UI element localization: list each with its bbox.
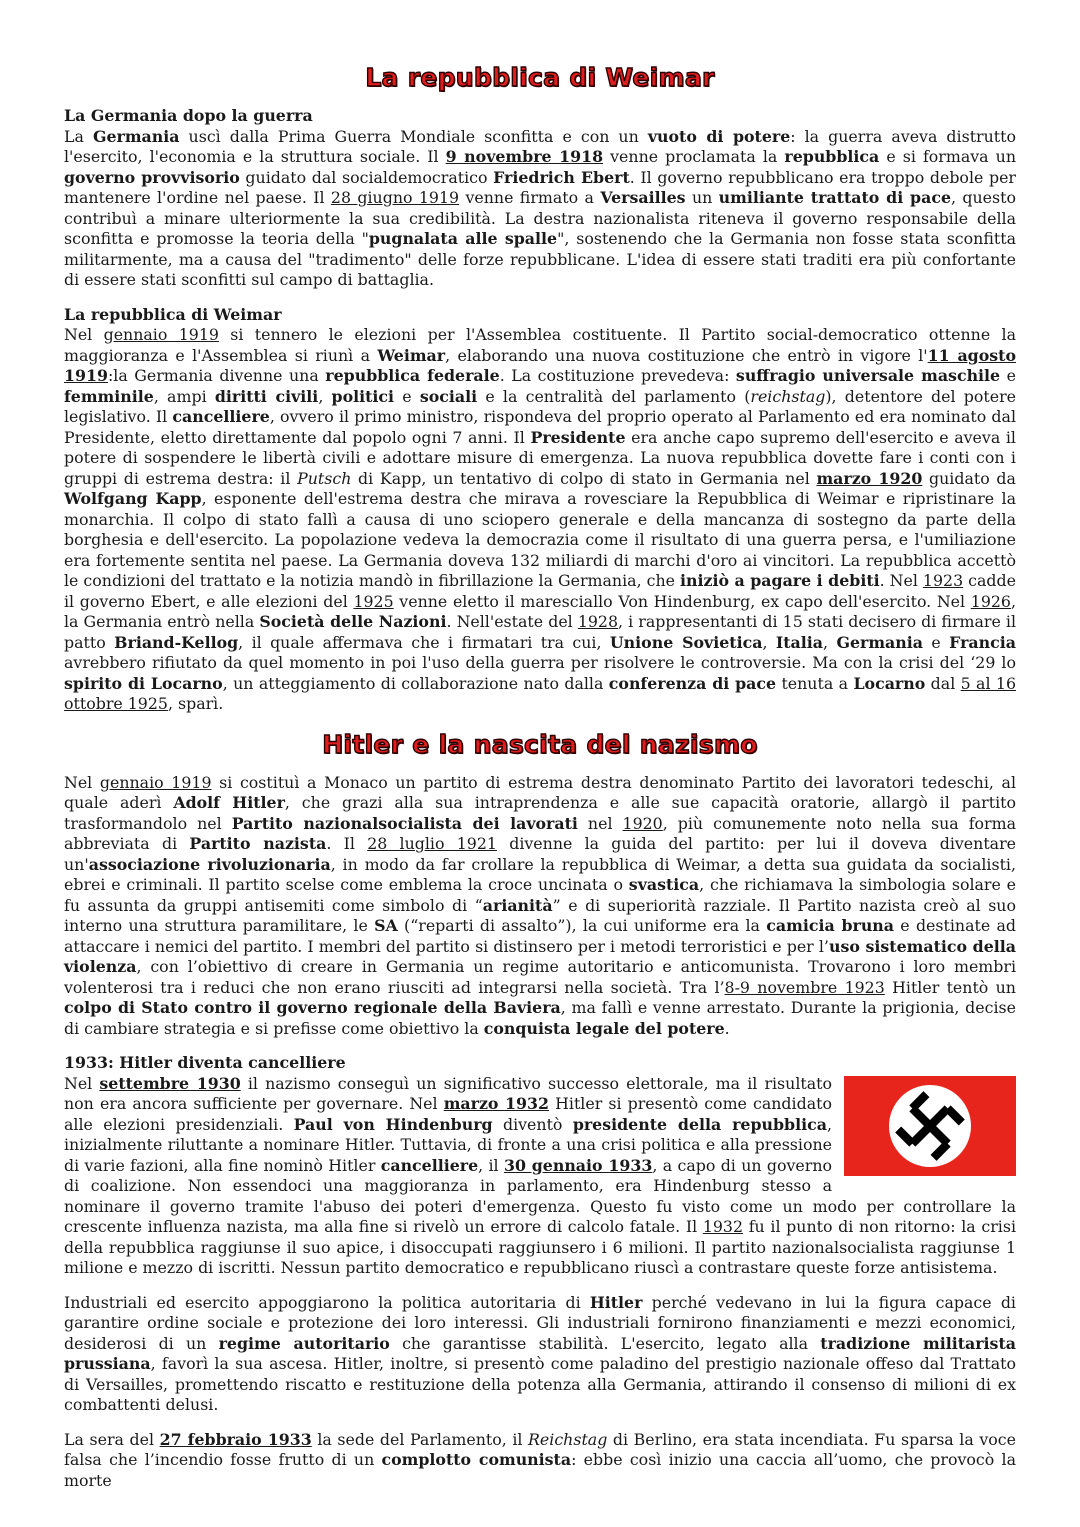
text-run: dal	[925, 673, 961, 693]
text-run: la sede del Parlamento, il	[311, 1429, 529, 1449]
text-run: e la centralità del parlamento (	[477, 386, 751, 406]
text-run: e destinate ad attaccare i nemici del partito. I membri del partito si distinsero per i metodi terroristici e per l’	[64, 916, 1017, 956]
text-run: 1925	[353, 591, 394, 611]
text-run: che garantisse stabilità. L'esercito, legato alla	[389, 1333, 821, 1353]
section-nascita-nazismo	[64, 773, 1016, 1040]
paragraph	[64, 325, 1016, 715]
text-run: umiliante trattato di pace	[718, 188, 951, 207]
text-run: uscì dalla Prima Guerra Mondiale sconfitta e con un	[179, 126, 648, 146]
text-run: di Kapp, un tentativo di colpo di stato in Germania nel	[351, 468, 817, 488]
text-run: : ebbe così inizio una caccia all’uomo, che provocò la morte	[64, 1450, 1016, 1490]
text-run: . Nell'estate del	[446, 612, 578, 631]
text-run: 11 agosto 1919	[64, 345, 1016, 385]
text-run: si tennero le elezioni per l'Assemblea costituente. Il Partito social-democratico ottenne la maggioranza e l'Assemblea si riunì a	[64, 325, 1016, 365]
text-run: SA	[374, 916, 398, 935]
text-run: Adolf Hitler	[173, 793, 285, 812]
text-run: , esponente dell'estrema destra che mirava a rovesciare la Repubblica di Weimar e ripristinare la monarchia. Il colpo di stato fallì a causa di uno sciopero generale e della mancanza di sostegno da parte della borghesia e dell'esercito. La popolazione vedeva la democrazia come il risultato di una guerra persa, e l'umiliazione era fortemente sentita nel paese. La Germania doveva 132 miliardi di marchi d'oro ai vincitori. La repubblica accettò le condizioni del trattato e la notizia mandò in fibrillazione la Germania, che	[64, 489, 1017, 590]
text-run: politici	[331, 386, 395, 406]
text-run: , un atteggiamento di collaborazione nato dalla	[222, 673, 609, 693]
text-run: di Berlino, era stata incendiata. Fu sparsa la voce falsa che l’incendio fosse frutto di un	[64, 1429, 1017, 1469]
text-run: nel	[577, 813, 623, 833]
text-run: 8-9 novembre 1923	[724, 977, 885, 997]
text-run: : la guerra aveva distrutto l'esercito, l'economia e la struttura sociale. Il	[64, 126, 1016, 166]
text-run: 1920	[622, 813, 663, 833]
text-run: gennaio 1919	[99, 772, 212, 792]
text-run: , i rappresentanti di 15 stati decisero di firmare il patto	[64, 612, 1017, 652]
text-run: cancelliere	[380, 1155, 479, 1175]
text-run: svastica	[628, 875, 700, 894]
flag-image	[844, 1076, 1016, 1176]
text-run: La sera del	[64, 1429, 160, 1449]
text-run: , elaborando una nuova costituzione che entrò in vigore l'	[445, 345, 928, 365]
document-page	[64, 62, 1016, 1505]
text-run: , che grazi alla sua intraprendenza e alle sue capacità oratorie, allargò il partito trasformandolo nel	[64, 793, 1016, 833]
section-incendio-reichstag	[64, 1430, 1016, 1492]
text-run: Locarno	[853, 673, 926, 693]
text-run: marzo 1932	[443, 1094, 550, 1113]
text-run: , ampi	[153, 386, 215, 406]
text-run: 1928	[577, 612, 619, 631]
text-run: Wolfgang Kapp	[64, 489, 202, 508]
text-run: e si formava un	[879, 147, 1016, 166]
paragraph	[64, 1293, 1016, 1416]
text-run: 1926	[970, 591, 1011, 611]
title-hitler-nazismo: Hitler e la nascita del nazismo	[322, 729, 758, 759]
text-run: (“reparti di assalto”), la cui uniforme era la	[397, 916, 767, 935]
text-run: .	[724, 1018, 730, 1038]
text-run: Germania	[92, 126, 180, 146]
text-run: divenne la guida del partito: per lui il doveva diventare un'	[64, 834, 1016, 874]
text-run: , la Germania entrò nella	[64, 591, 1016, 631]
paragraph	[64, 1430, 1016, 1492]
text-run: Weimar	[377, 345, 446, 365]
text-run: venne firmato a	[459, 188, 601, 207]
text-run: il nazismo conseguì un significativo successo elettorale, ma il risultato non era ancora sufficiente per governare. Nel	[64, 1073, 833, 1113]
text-run: :la Germania divenne una	[107, 366, 326, 385]
text-run: , favorì la sua ascesa. Hitler, inoltre, si presentò come paladino del prestigio nazionale offeso dal Trattato di Versailles, promettendo riscatto e restituzione della potenza alla Germania, attirando il consenso di milioni di ex combattenti delusi.	[64, 1354, 1016, 1414]
text-run: associazione rivoluzionaria	[88, 854, 331, 874]
text-run: iniziò a pagare i debiti	[680, 571, 880, 590]
text-run: , con l’obiettivo di creare in Germania un regime autoritario e anticomunista. Trovarono i loro membri volenterosi tra i reduci che non erano riusciti ad integrarsi nella società. Tra l’	[64, 957, 1016, 997]
text-run: Briand-Kellog	[114, 632, 239, 652]
text-run: . Nel	[879, 571, 923, 590]
text-run: . Il governo repubblicano era troppo debole per mantenere l'ordine nel paese. Il	[64, 167, 1016, 207]
section-hitler-cancelliere	[64, 1053, 1016, 1279]
text-run: avrebbero rifiutato da quel momento in poi l'uso della guerra per risolvere le controversie. Ma con la crisi del ‘29 lo	[64, 653, 1016, 672]
text-run: ” e di superiorità razziale. Il Partito nazista creò al suo interno una struttura paramilitare, le	[64, 895, 1016, 935]
text-run: spirito di Locarno	[64, 673, 223, 693]
text-run: ,	[762, 632, 776, 652]
text-run: Friedrich Ebert	[493, 167, 630, 187]
text-run: repubblica	[784, 147, 880, 166]
text-run: femminile	[64, 386, 154, 406]
text-run: camicia bruna	[766, 916, 895, 935]
text-run: sociali	[419, 386, 478, 406]
text-run: 5 al 16 ottobre 1925	[64, 673, 1017, 713]
section-repubblica-weimar	[64, 305, 1016, 715]
text-run: complotto comunista	[381, 1450, 572, 1469]
text-run: conferenza di pace	[608, 673, 777, 693]
text-run: , a capo di un governo di coalizione. Non essendoci una maggioranza in parlamento, era Hindenburg stesso a nominare il governo tramite l'abuso dei poteri d'emergenza. Questo fu visto come un modo per controllare la crescente influenza nazista, ma alla fine si rivelò un errore di calcolo fatale. Il	[64, 1155, 1016, 1236]
text-run: . La costituzione prevedeva:	[499, 366, 736, 385]
text-run: tenuta a	[776, 673, 854, 693]
text-run: regime autoritario	[218, 1333, 390, 1353]
text-run: Società delle Nazioni	[259, 612, 447, 631]
text-run: Italia	[775, 632, 824, 652]
text-run: 9 novembre 1918	[445, 147, 604, 166]
text-run: cadde il governo Ebert, e alle elezioni del	[64, 571, 1016, 611]
text-run: Putsch	[297, 468, 352, 488]
swastika-flag-icon	[844, 1076, 1016, 1176]
text-run: tradizione militarista prussiana	[64, 1333, 1016, 1373]
section-heading: La repubblica di Weimar	[64, 304, 282, 324]
text-run: uso sistematico della violenza	[64, 936, 1016, 976]
text-run: Nel	[64, 325, 104, 344]
text-run: guidato da	[922, 468, 1016, 488]
text-run: La	[64, 126, 93, 146]
text-run: , ma fallì e venne arrestato. Durante la prigionia, decise di cambiare strategia e si prefisse come obiettivo la	[64, 998, 1016, 1038]
text-run: Francia	[949, 632, 1016, 652]
text-run: 28 luglio 1921	[367, 834, 497, 853]
text-run: Germania	[836, 632, 924, 652]
text-run: Hitler tentò un	[884, 977, 1016, 997]
text-run: 1932	[702, 1217, 744, 1236]
text-run: e	[1000, 366, 1016, 385]
text-run: , più comunemente noto nella sua forma abbreviata di	[64, 813, 1016, 853]
text-run: settembre 1930	[99, 1073, 241, 1093]
text-run: Industriali ed esercito appoggiarono la politica autoritaria di	[64, 1292, 590, 1312]
text-run: , che richiamava la simbologia solare e fu assunta da gruppi antisemiti come simbolo di “	[64, 875, 1016, 915]
text-run: , questo contribuì a minare ulteriormente la sua credibilità. La destra nazionalista riteneva il governo responsabile della sconfitta e promosse la teoria della "	[64, 188, 1016, 248]
text-run: . Il	[326, 834, 368, 853]
text-run: ,	[823, 632, 837, 652]
text-run: si costituì a Monaco un partito di estrema destra denominato Partito dei lavoratori tedeschi, al quale aderì	[64, 772, 1017, 812]
text-run: , il quale affermava che i firmatari tra cui,	[238, 632, 610, 652]
text-run: Hitler	[589, 1292, 643, 1312]
text-run: venne proclamata la	[603, 147, 785, 166]
text-run: fu il punto di non ritorno: la crisi della repubblica raggiunse il suo apice, i disoccupati raggiunsero i 6 milioni. Il partito nazionalsocialista raggiunse 1 milione e mezzo di iscritti. Nessun partito democratico e repubblicano riuscì a contrastare queste forze antisistema.	[64, 1217, 1016, 1277]
text-run: diventò	[492, 1114, 573, 1134]
text-run: perché vedevano in lui la figura capace di garantire ordine sociale e protezione dei loro interessi. Gli industriali fornirono finanziamenti e mezzi economici, desiderosi di un	[64, 1292, 1016, 1353]
text-run: arianità	[482, 895, 553, 915]
text-run: e	[394, 386, 420, 406]
text-run: marzo 1920	[816, 468, 923, 488]
section-heading: La Germania dopo la guerra	[64, 106, 313, 125]
text-run: Nel	[64, 1073, 100, 1093]
text-run: ", sostenendo che la Germania non fosse stata sconfitta militarmente, ma a causa del "tradimento" delle forze repubblicane. L'idea di essere stati traditi era più confortante di essere stati sconfitti sul campo di battaglia.	[64, 229, 1016, 289]
text-run: governo provvisorio	[64, 167, 240, 187]
text-run: , inizialmente riluttante a nominare Hitler. Tuttavia, di fronte a una crisi politica e alla pressione di varie fazioni, alla fine nominò Hitler	[64, 1114, 832, 1175]
text-run: reichstag	[750, 386, 826, 406]
text-run: colpo di Stato contro il governo regionale della Baviera	[64, 998, 561, 1017]
text-run: Partito nazionalsocialista dei lavorati	[231, 813, 578, 833]
text-run: 28 giugno 1919	[330, 188, 460, 207]
text-run: gennaio 1919	[103, 325, 219, 344]
text-run: ), detentore del potere legislativo. Il	[64, 386, 1017, 426]
text-run: Hitler si presentò come candidato alle elezioni presidenziali.	[64, 1094, 832, 1134]
text-run: presidente della repubblica	[572, 1114, 827, 1134]
section-heading: 1933: Hitler diventa cancelliere	[64, 1053, 346, 1072]
text-run: 27 febbraio 1933	[159, 1429, 312, 1449]
text-run: repubblica federale	[325, 366, 500, 385]
text-run: Paul von Hindenburg	[293, 1114, 493, 1134]
section-industriali-esercito	[64, 1293, 1016, 1416]
text-run: pugnalata alle spalle	[368, 229, 558, 248]
text-run: ,	[318, 386, 332, 406]
text-run: suffragio universale maschile	[735, 366, 1001, 385]
text-run: , sparì.	[167, 694, 224, 713]
text-run: Versailles	[600, 188, 686, 207]
text-run: Unione Sovietica	[609, 632, 763, 652]
text-run: Presidente	[530, 427, 626, 447]
text-run: diritti civili	[214, 386, 319, 406]
text-run: vuoto di potere	[647, 126, 791, 146]
text-run: , il	[478, 1155, 504, 1175]
text-run: conquista legale del potere	[483, 1018, 725, 1038]
text-run: Reichstag	[528, 1429, 608, 1449]
section-germania-dopo-guerra	[64, 106, 1016, 291]
title-weimar: La repubblica di Weimar	[365, 63, 715, 92]
text-run: , in modo da far crollare la repubblica di Weimar, a detta sua guidata da socialisti, ebrei e criminali. Il partito scelse come emblema la croce uncinata o	[64, 854, 1016, 894]
text-run: venne eletto il maresciallo Von Hindenburg, ex capo dell'esercito. Nel	[393, 591, 971, 611]
text-run: , ovvero il primo ministro, rispondeva del proprio operato al Parlamento ed era nominato dal Presidente, eletto direttamente dal popolo ogni 7 anni. Il	[64, 407, 1017, 447]
text-run: guidato dal socialdemocratico	[239, 167, 494, 187]
text-run: Nel	[64, 772, 100, 792]
text-run: e	[923, 632, 950, 652]
text-run: 1923	[922, 571, 964, 590]
text-run: cancelliere	[172, 407, 270, 426]
paragraph	[64, 773, 1016, 1040]
text-run: Partito nazista	[189, 834, 327, 853]
text-run: un	[685, 188, 719, 207]
text-run: 30 gennaio 1933	[503, 1155, 653, 1175]
text-run: era anche capo supremo dell'esercito e aveva il potere di sospendere le libertà civili e adottare misure di emergenza. La nuova repubblica dovette fare i conti con i gruppi di estrema destra: il	[64, 427, 1016, 488]
paragraph	[64, 127, 1016, 291]
